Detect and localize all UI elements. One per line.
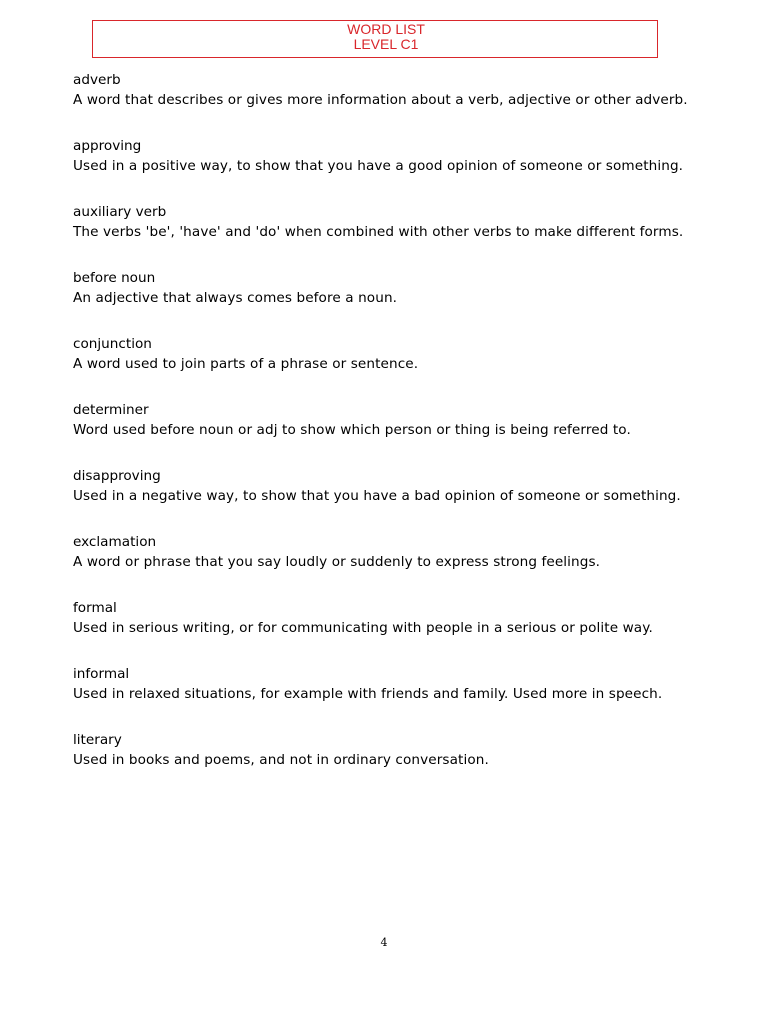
term: before noun: [73, 270, 156, 286]
term: informal: [73, 666, 130, 682]
glossary-entry-adverb: [73, 70, 733, 111]
term: adverb: [73, 72, 121, 88]
glossary-entry-approving: [73, 136, 733, 177]
glossary-entry-exclamation: [73, 532, 733, 573]
definition: Used in a positive way, to show that you have a good opinion of someone or something.: [73, 158, 684, 174]
term: disapproving: [73, 468, 161, 484]
glossary-entry-auxiliary-verb: [73, 202, 733, 243]
term: conjunction: [73, 336, 152, 352]
definition: Word used before noun or adj to show which person or thing is being referred to.: [73, 422, 631, 438]
title-level: LEVEL C1: [353, 36, 419, 52]
definition: The verbs 'be', 'have' and 'do' when combined with other verbs to make different forms.: [73, 224, 684, 240]
glossary-entry-determiner: [73, 400, 733, 441]
term: exclamation: [73, 534, 157, 550]
term: approving: [73, 138, 142, 154]
term: auxiliary verb: [73, 204, 167, 220]
glossary-list: [73, 70, 733, 796]
glossary-entry-disapproving: [73, 466, 733, 507]
definition: Used in serious writing, or for communicating with people in a serious or polite way.: [73, 620, 653, 636]
title-box: [92, 20, 658, 58]
page-number: 4: [380, 936, 388, 949]
term: determiner: [73, 402, 149, 418]
glossary-entry-formal: [73, 598, 733, 639]
definition: A word or phrase that you say loudly or suddenly to express strong feelings.: [73, 554, 601, 570]
glossary-entry-informal: [73, 664, 733, 705]
definition: Used in relaxed situations, for example with friends and family. Used more in speech.: [73, 686, 663, 702]
glossary-entry-conjunction: [73, 334, 733, 375]
glossary-entry-literary: [73, 730, 733, 771]
definition: Used in books and poems, and not in ordinary conversation.: [73, 752, 489, 768]
title-word-list: WORD LIST: [347, 21, 425, 37]
term: literary: [73, 732, 122, 748]
glossary-entry-before-noun: [73, 268, 733, 309]
definition: A word that describes or gives more information about a verb, adjective or other adverb.: [73, 92, 688, 108]
definition: A word used to join parts of a phrase or sentence.: [73, 356, 419, 372]
definition: An adjective that always comes before a noun.: [73, 290, 398, 306]
definition: Used in a negative way, to show that you have a bad opinion of someone or something.: [73, 488, 681, 504]
term: formal: [73, 600, 117, 616]
